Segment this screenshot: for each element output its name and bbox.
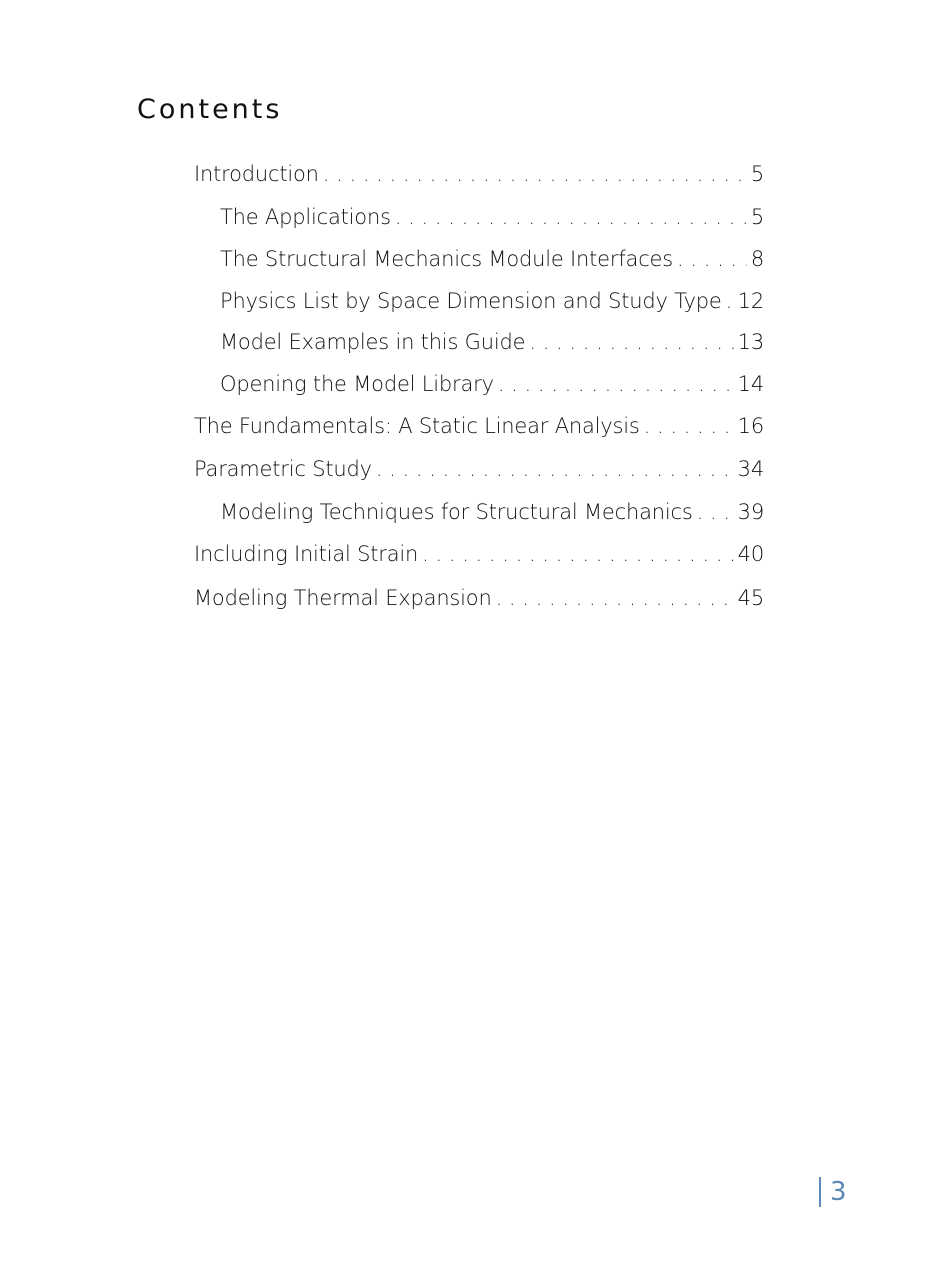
toc-entry-page: 13 xyxy=(737,330,764,354)
toc-entry-model-examples[interactable] xyxy=(220,327,764,357)
dot-leader xyxy=(644,411,734,441)
toc-entry-label: Modeling Techniques for Structural Mechanics xyxy=(220,500,693,524)
toc-entry-label: Opening the Model Library xyxy=(220,372,494,396)
toc-entry-thermal-expansion[interactable] xyxy=(194,583,764,613)
dot-leader xyxy=(323,159,747,189)
dot-leader xyxy=(395,202,747,232)
page-number xyxy=(819,1175,847,1209)
dot-leader xyxy=(726,286,734,316)
toc-entry-label: Including Initial Strain xyxy=(194,542,419,566)
toc-entry-label: Introduction xyxy=(194,162,319,186)
toc-entry-page: 40 xyxy=(737,542,764,566)
toc-entry-page: 5 xyxy=(750,205,764,229)
toc-entry-page: 14 xyxy=(737,372,764,396)
dot-leader xyxy=(697,497,734,527)
dot-leader xyxy=(677,244,747,274)
toc-entry-parametric-study[interactable] xyxy=(194,454,764,484)
toc-entry-module-interfaces[interactable] xyxy=(220,244,764,274)
toc-entry-page: 8 xyxy=(750,247,764,271)
dot-leader xyxy=(422,539,734,569)
dot-leader xyxy=(498,369,734,399)
toc-entry-page: 16 xyxy=(737,414,764,438)
toc-entry-initial-strain[interactable] xyxy=(194,539,764,569)
toc-entry-fundamentals[interactable] xyxy=(194,411,764,441)
toc-entry-page: 5 xyxy=(750,162,764,186)
dot-leader xyxy=(529,327,733,357)
toc-entry-label: Physics List by Space Dimension and Study Type xyxy=(220,289,722,313)
toc-entry-modeling-techniques[interactable] xyxy=(220,497,764,527)
toc-entry-page: 34 xyxy=(737,457,764,481)
toc-entry-the-applications[interactable] xyxy=(220,202,764,232)
toc-entry-introduction[interactable] xyxy=(194,159,764,189)
toc-entry-page: 45 xyxy=(737,586,764,610)
toc-entry-label: Parametric Study xyxy=(194,457,372,481)
toc-entry-label: Modeling Thermal Expansion xyxy=(194,586,492,610)
toc-entry-page: 39 xyxy=(737,500,764,524)
toc-entry-label: The Structural Mechanics Module Interfaces xyxy=(220,247,674,271)
page-number-value: 3 xyxy=(830,1177,847,1207)
toc-entry-model-library[interactable] xyxy=(220,369,764,399)
dot-leader xyxy=(376,454,734,484)
page-title: Contents xyxy=(137,94,283,125)
toc-entry-physics-list[interactable] xyxy=(220,286,764,316)
toc-entry-label: The Applications xyxy=(220,205,391,229)
toc-entry-label: The Fundamentals: A Static Linear Analysis xyxy=(194,414,640,438)
toc-entry-page: 12 xyxy=(737,289,764,313)
dot-leader xyxy=(496,583,734,613)
page-number-divider xyxy=(819,1177,821,1207)
toc-entry-label: Model Examples in this Guide xyxy=(220,330,526,354)
